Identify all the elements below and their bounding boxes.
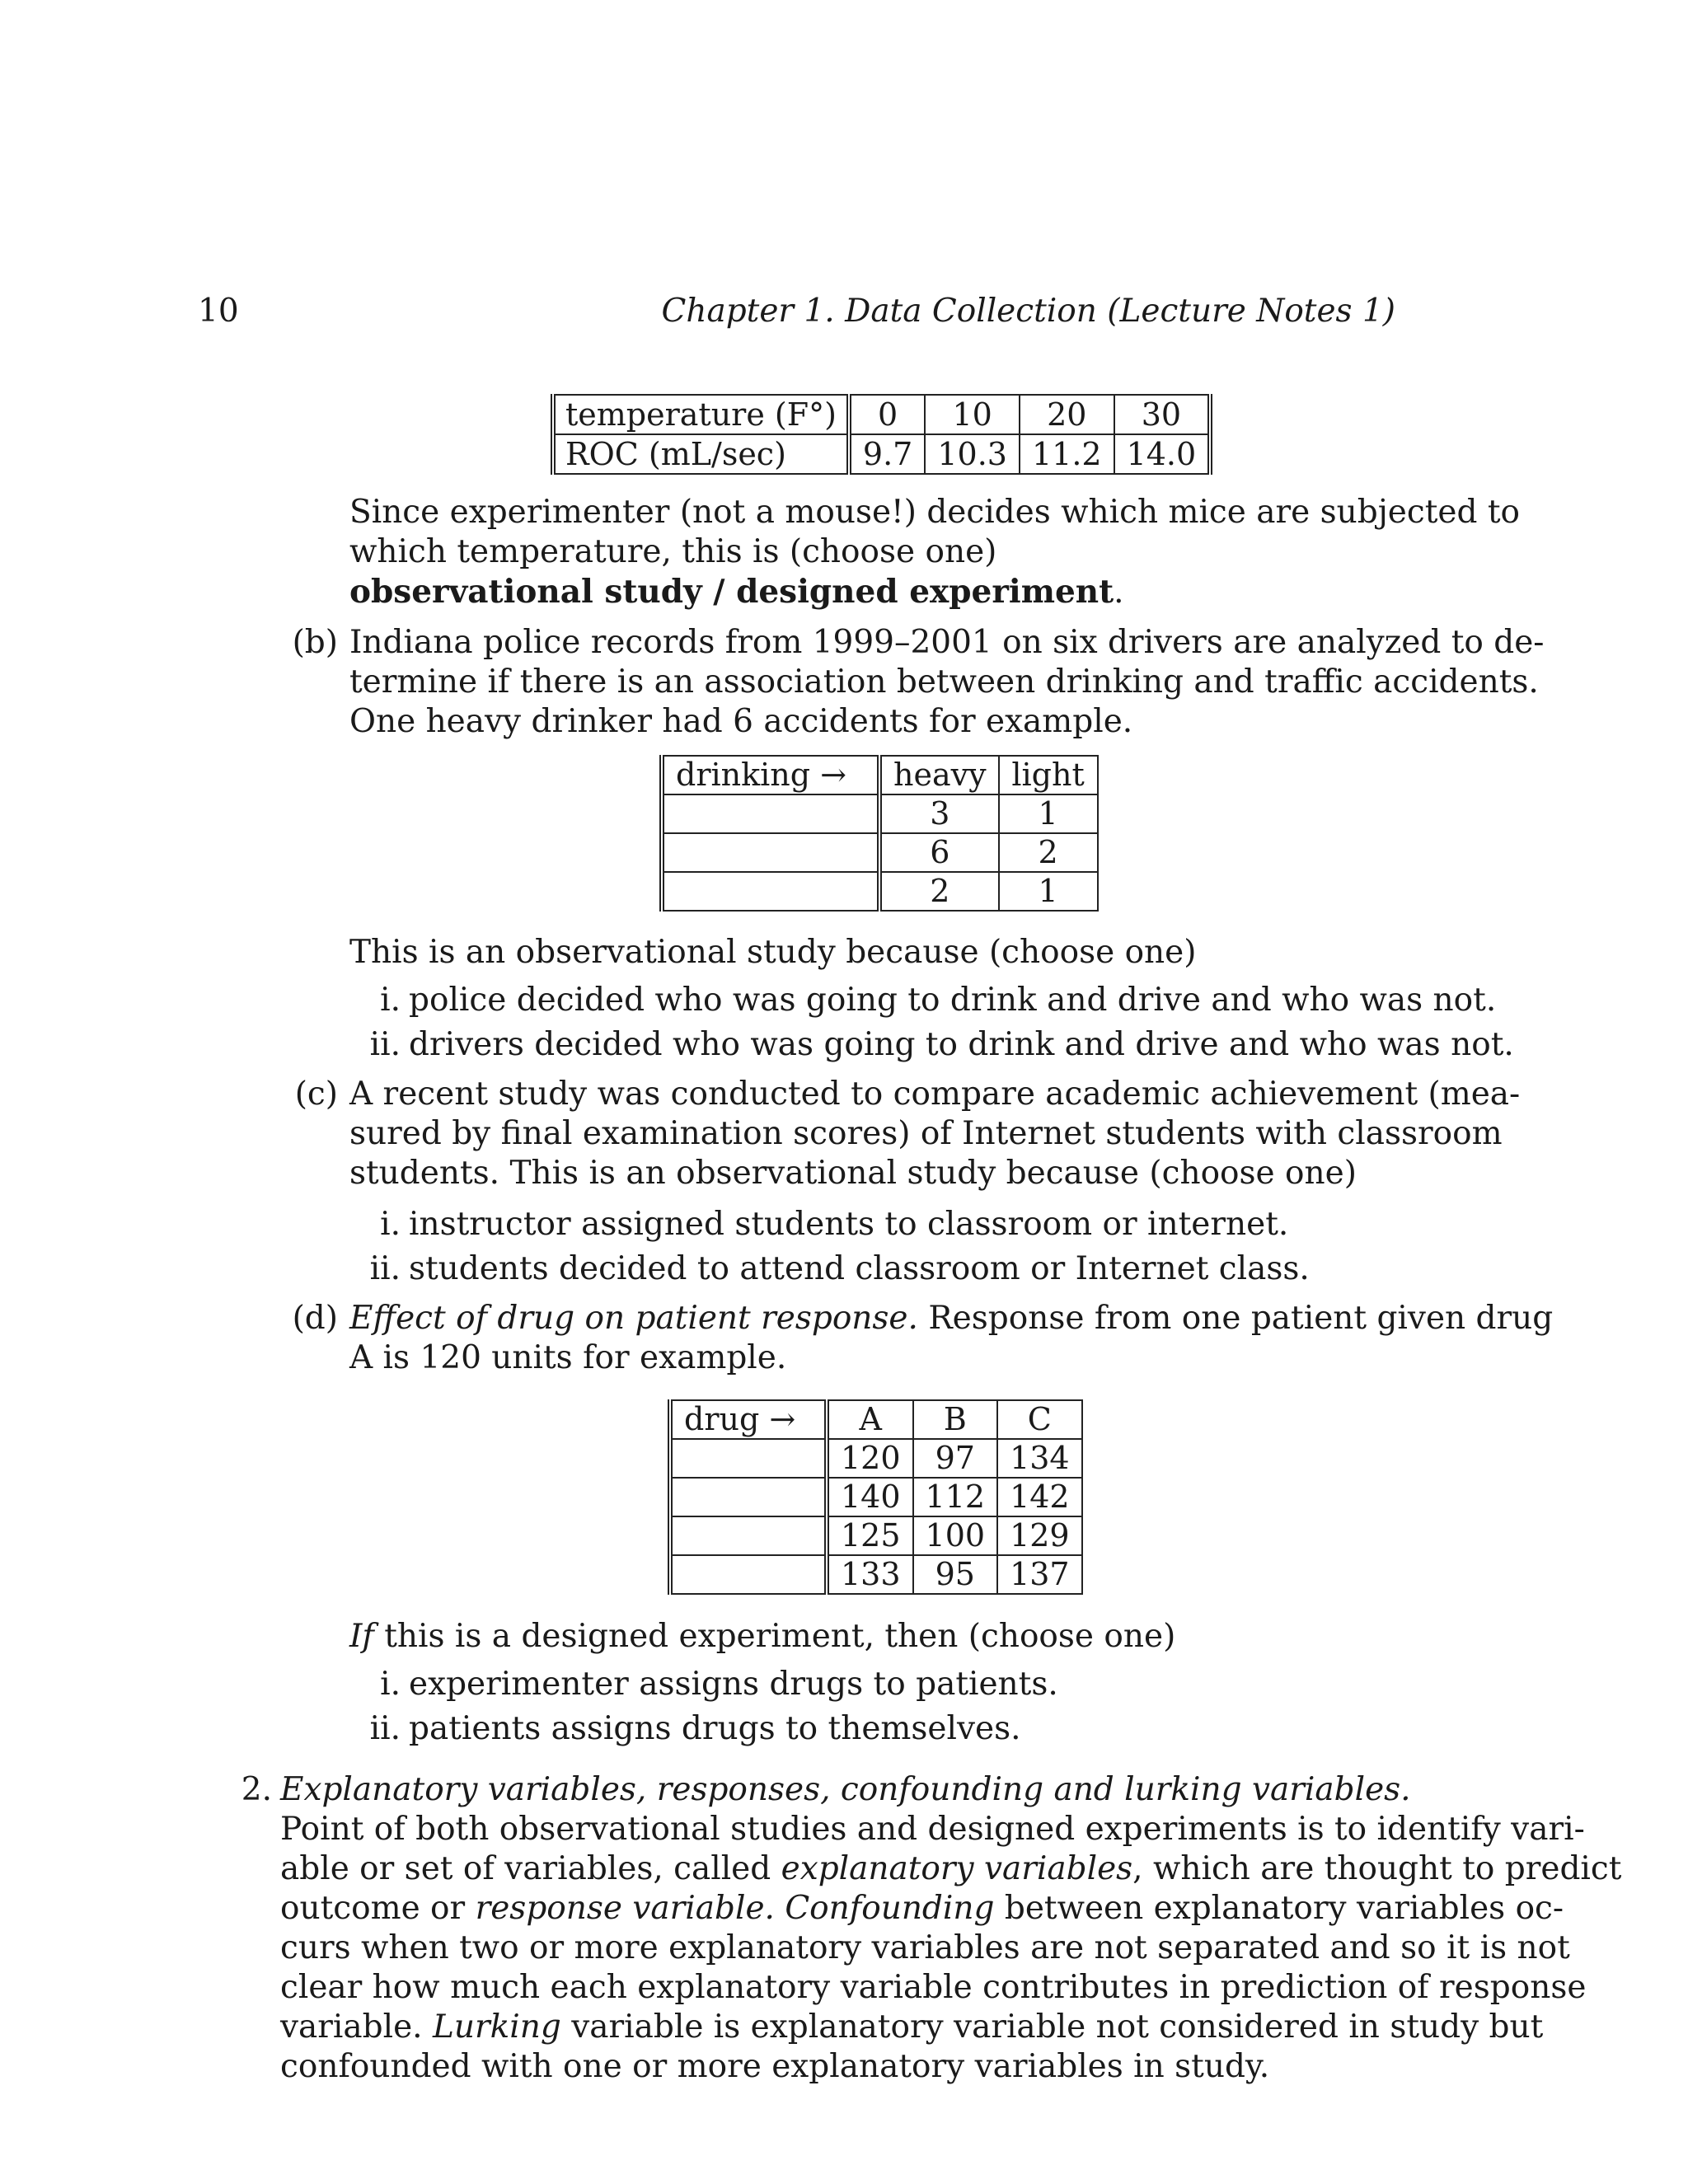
item-label-2: 2. [241,1771,272,1808]
table-row [662,833,1098,872]
paragraph-line [280,1889,1564,1929]
table-cell: ROC (mL/sec) [553,434,849,474]
table-cell: 10.3 [925,434,1020,474]
choice-period: . [1114,574,1124,611]
table-row [670,1555,1082,1594]
paragraph-line: A recent study was conducted to compare academic achievement (mea- [349,1076,1521,1113]
table-cell: 9.7 [849,434,925,474]
table-cell: C [997,1400,1082,1439]
paragraph-line: sured by final examination scores) of Internet students with classroom [349,1115,1503,1152]
choice-designed: designed experiment [736,573,1114,611]
paragraph-line: confounded with one or more explanatory variables in study. [280,2048,1270,2085]
text-span: able or set of variables, called [280,1850,781,1887]
italic-phrase: Effect of drug on patient response. [349,1300,918,1337]
table-cell: 14.0 [1114,434,1211,474]
text-span: , which are thought to predict [1132,1850,1622,1887]
paragraph-line: One heavy drinker had 6 accidents for example. [349,703,1133,740]
paragraph-line [349,1299,1554,1338]
paragraph-line: A is 120 units for example. [349,1339,787,1376]
text-span: this is a designed experiment, then (choose one) [373,1618,1176,1655]
choice-line [349,572,1124,612]
table-cell: 95 [913,1555,998,1594]
paragraph-line: students. This is an observational study because (choose one) [349,1155,1357,1192]
table-row [553,395,1210,434]
table-cell [670,1516,827,1555]
term-lurking: Lurking [432,2008,561,2046]
drinking-accidents-table [659,755,1099,912]
text-span: variable. [280,2008,433,2046]
option-label: i. [380,982,401,1019]
table-cell: 30 [1114,395,1211,434]
table-cell: 133 [827,1555,913,1594]
table-cell: 137 [997,1555,1082,1594]
table-row [670,1478,1082,1516]
table-cell: drinking → [662,756,879,794]
table-cell [670,1555,827,1594]
question-line: This is an observational study because (choose one) [349,934,1197,971]
table-row [662,794,1098,833]
text-span: outcome or [280,1890,476,1927]
table-cell: heavy [879,756,999,794]
option-label: i. [380,1206,401,1243]
item-label-d: (d) [292,1300,338,1337]
paragraph-line [280,2008,1544,2047]
table-cell: A [827,1400,913,1439]
paragraph-line: termine if there is an association between drinking and traffic accidents. [349,663,1539,701]
table-cell: 1 [999,794,1098,833]
paragraph-line: curs when two or more explanatory variables are not separated and so it is not [280,1929,1570,1966]
table-cell: 2 [999,833,1098,872]
option-label: ii. [369,1250,401,1287]
table-cell [670,1439,827,1478]
text-span: between explanatory variables oc- [994,1890,1564,1927]
table-cell [662,872,879,911]
table-cell: 3 [879,794,999,833]
table-cell [662,794,879,833]
paragraph-line: which temperature, this is (choose one) [349,533,997,570]
table-cell: 6 [879,833,999,872]
paragraph-line: Since experimenter (not a mouse!) decides which mice are subjected to [349,494,1520,531]
paragraph-line [280,1849,1622,1889]
table-cell: 0 [849,395,925,434]
text-span: variable is explanatory variable not considered in study but [560,2008,1544,2046]
table-cell: 11.2 [1020,434,1114,474]
table-cell: 10 [925,395,1020,434]
section-title: Explanatory variables, responses, confounding and lurking variables. [280,1771,1411,1808]
table-row [670,1516,1082,1555]
term-response: response variable. [475,1890,775,1927]
text-span [775,1890,785,1927]
term-explanatory: explanatory variables [781,1850,1133,1887]
option-text: patients assigns drugs to themselves. [409,1710,1021,1747]
choice-separator: / [701,573,737,611]
item-label-b: (b) [292,624,338,661]
option-label: ii. [369,1710,401,1747]
table-cell [670,1478,827,1516]
table-cell: 129 [997,1516,1082,1555]
table-row [662,756,1098,794]
table-cell: B [913,1400,998,1439]
table-row [670,1400,1082,1439]
table-row [670,1439,1082,1478]
question-line [349,1617,1175,1657]
table-cell: 112 [913,1478,998,1516]
option-text: drivers decided who was going to drink and drive and who was not. [409,1026,1514,1063]
table-cell: temperature (F°) [553,395,849,434]
table-cell: light [999,756,1098,794]
italic-if: If [349,1618,374,1655]
table-cell: 2 [879,872,999,911]
table-cell: 97 [913,1439,998,1478]
table-cell: 100 [913,1516,998,1555]
option-text: police decided who was going to drink and drive and who was not. [409,982,1497,1019]
text-span: Response from one patient given drug [917,1300,1554,1337]
table-cell [662,833,879,872]
page-number: 10 [198,293,239,330]
option-label: i. [380,1666,401,1703]
table-cell: drug → [670,1400,827,1439]
temperature-roc-table [551,394,1212,475]
table-cell: 142 [997,1478,1082,1516]
term-confounding: Confounding [785,1890,995,1927]
drug-response-table [668,1399,1083,1595]
option-text: instructor assigned students to classroom or internet. [409,1206,1289,1243]
option-text: students decided to attend classroom or Internet class. [409,1250,1310,1287]
table-cell: 125 [827,1516,913,1555]
paragraph-line: Point of both observational studies and designed experiments is to identify vari- [280,1811,1585,1848]
paragraph-line: Indiana police records from 1999–2001 on six drivers are analyzed to de- [349,624,1545,661]
paragraph-line: clear how much each explanatory variable contributes in prediction of response [280,1969,1587,2006]
table-cell: 120 [827,1439,913,1478]
choice-observational: observational study [349,573,702,611]
table-row [662,872,1098,911]
table-cell: 1 [999,872,1098,911]
table-cell: 134 [997,1439,1082,1478]
table-cell: 140 [827,1478,913,1516]
item-label-c: (c) [294,1076,338,1113]
option-label: ii. [369,1026,401,1063]
chapter-title: Chapter 1. Data Collection (Lecture Notes 1) [661,293,1395,330]
table-cell: 20 [1020,395,1114,434]
table-row [553,434,1210,474]
option-text: experimenter assigns drugs to patients. [409,1666,1058,1703]
